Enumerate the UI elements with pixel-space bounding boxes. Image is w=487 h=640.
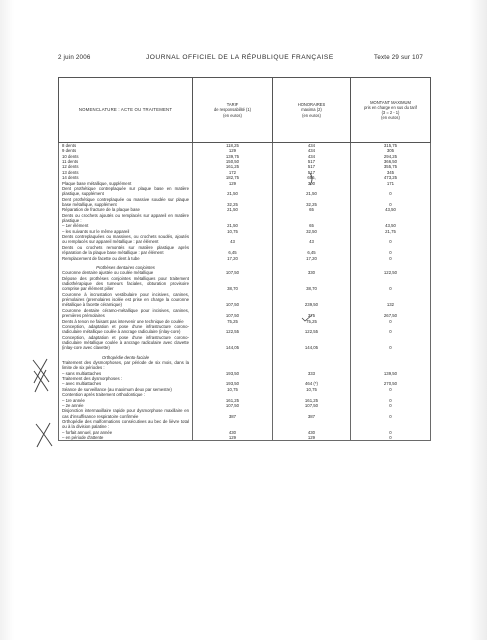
montant-value: 139,50 [351,371,431,376]
montant-value: 132 [351,292,431,308]
montant-value: 0 [351,276,431,292]
act-label: – 1re année [59,398,193,403]
act-label: 14 dents [59,175,193,180]
header-line: (en euros) [302,112,321,118]
honoraires-value: 434 [273,154,351,159]
honoraires-value: 434 [273,148,351,153]
tarif-value: 161,25 [193,398,273,403]
honoraires-value [273,213,351,224]
montant-value: 122,50 [351,270,431,275]
act-label: Couronne dentaire ajustée ou coulée métallique [59,270,193,275]
header-line: (en euros) [223,112,242,118]
montant-value: 270,50 [351,381,431,386]
honoraires-value: 43 [273,234,351,245]
honoraires-value: 300 [273,181,351,186]
tarif-value: 129 [193,181,273,186]
montant-value: 0 [351,335,431,351]
table-header-row [59,78,431,143]
header-date: 2 juin 2006 [58,54,91,61]
table-row [59,360,431,371]
tarif-value: 38,70 [193,276,273,292]
tarif-table [58,77,431,441]
tarif-value: 17,20 [193,256,273,261]
tarif-value: 6,45 [193,245,273,256]
header-line: MONTANT MAXIMUM [370,99,411,105]
table-row [59,213,431,224]
handwritten-bracket-mark-icon [308,172,316,186]
column-header-montant [351,78,431,143]
section-heading: Prothèses dentaires conjointes [59,265,193,270]
header-line: NOMENCLATURE : ACTE OU TRAITEMENT [78,107,173,113]
tarif-value: 43 [193,234,273,245]
honoraires-value: 517 [273,159,351,164]
montant-value: 294,25 [351,154,431,159]
montant-value: 0 [351,324,431,335]
act-label: Dent prothétique contreplaquée sur plaque base en matière plastique, supplément [59,186,193,197]
act-label: Contention après traitement orthodontique : [59,392,193,397]
header-line: TARIF [226,102,239,108]
honoraires-value: 375 [273,308,351,319]
honoraires-value: 6,45 [273,245,351,256]
honoraires-value: 129 [273,435,351,441]
honoraires-value: 161,25 [273,398,351,403]
montant-value: 21,75 [351,229,431,234]
honoraires-value: 333 [273,371,351,376]
act-label: 10 dents [59,154,193,159]
montant-value [351,213,431,224]
honoraires-value: 32,50 [273,229,351,234]
honoraires-value: 75,25 [273,319,351,324]
act-label: Dent prothétique contreplaquée ou massive soudée sur plaque base métallique, supplément [59,197,193,208]
act-label: 9 dents [59,148,193,153]
tarif-value: 150,50 [193,159,273,164]
honoraires-value: 17,20 [273,256,351,261]
table-row [59,419,431,430]
montant-value: 355,75 [351,164,431,169]
table-row [59,292,431,308]
montant-value: 43,50 [351,207,431,212]
honoraires-value: 107,50 [273,403,351,408]
header-line: (en euros) [381,115,400,121]
tarif-value: 32,25 [193,197,273,208]
act-label: – forfait annuel, par année [59,430,193,435]
act-label: Dents à tenon ne faisant pas intervenir une technique de coulée [59,319,193,324]
column-header-honoraires [273,78,351,143]
montant-value: 366,50 [351,159,431,164]
montant-value: 0 [351,197,431,208]
montant-value: 43,50 [351,223,431,228]
honoraires-value: 330 [273,270,351,275]
honoraires-value: 38,70 [273,276,351,292]
montant-value: 0 [351,430,431,435]
tarif-value: 10,75 [193,229,273,234]
act-label: Remplacement de facette ou dent à tube [59,256,193,261]
tarif-value: 387 [193,408,273,419]
tarif-value: 107,50 [193,270,273,275]
montant-value: 0 [351,435,431,441]
table-row [59,245,431,256]
table-row [59,308,431,319]
act-label: – 2e année [59,403,193,408]
act-label: – les suivants sur le même appareil [59,229,193,234]
act-label: 11 dents [59,159,193,164]
montant-value: 0 [351,398,431,403]
act-label: Conception, adaptation et pose d'une infrastructure corono-radiculaire métallique coulée à ancrage radiculaire avec clavette (inlay-core avec clavette) [59,335,193,351]
header-line: (3 = 2 - 1) [381,110,400,115]
tarif-value: 144,05 [193,335,273,351]
honoraires-value [273,419,351,430]
act-label: Dents ou crochets remontés sur matière plastique après réparation de la plaque base métallique : par élément [59,245,193,256]
tarif-value: 122,55 [193,324,273,335]
table-body [59,143,431,441]
act-label: Dents ou crochets ajoutés ou remplacés sur appareil en matière plastique : [59,213,193,224]
honoraires-value: 144,05 [273,335,351,351]
act-label: – 1er élément [59,223,193,228]
montant-value: 0 [351,256,431,261]
honoraires-value: 464 (*) [273,381,351,386]
montant-value: 345 [351,170,431,175]
header-line: HONORAIRES [297,102,326,108]
tarif-value: 10,75 [193,387,273,392]
header-line: pris en charge en sus du tarif [364,104,417,110]
tarif-value: 107,50 [193,292,273,308]
tarif-value: 107,50 [193,403,273,408]
act-label: 12 dents [59,164,193,169]
honoraires-value: 656, [273,175,351,180]
montant-value: 0 [351,234,431,245]
tarif-value: 139,75 [193,154,273,159]
tarif-value: 129 [193,435,273,441]
table-row [59,276,431,292]
tarif-value [193,419,273,430]
tarif-value: 107,50 [193,308,273,319]
honoraires-value: 65 [273,223,351,228]
montant-value: 0 [351,186,431,197]
act-label: – en période d'attente [59,435,193,441]
tarif-value [193,213,273,224]
table-row [59,435,431,441]
montant-value [351,419,431,430]
header-texte-number: Texte 29 sur 107 [374,54,423,61]
table-row [59,234,431,245]
table-row [59,408,431,419]
tarif-value: 161,25 [193,164,273,169]
handwritten-x-mark-icon [33,420,55,450]
tarif-value [193,360,273,371]
handwritten-check-mark-icon [301,314,313,322]
handwritten-x-mark-icon [29,356,53,386]
act-label: Orthopédie des malformations consécutives au bec de lièvre total ou à la division palatine : [59,419,193,430]
honoraires-value: 517 [273,164,351,169]
act-label: Couronne à incrustation vestibulaire pour incisives, canines, prémolaires (premolaires isolée est prise en charge la couronne métallique à facette céramique) [59,292,193,308]
act-label: 8 dents [59,143,193,149]
section-heading: Orthopédie dento-faciale [59,355,193,360]
montant-value: 473,25 [351,175,431,180]
montant-value: 315,75 [351,143,431,149]
honoraires-value: 430 [273,430,351,435]
header-line: maxima (2) [301,107,322,113]
montant-value: 171 [351,181,431,186]
column-header-tarif [193,78,273,143]
montant-value: 0 [351,408,431,419]
montant-value: 267,50 [351,308,431,319]
act-label: Plaque base métallique, supplément [59,181,193,186]
header-line: de responsabilité (1) [213,107,252,113]
montant-value: 0 [351,387,431,392]
honoraires-value: 65 [273,207,351,212]
act-label: – avec multiattaches [59,381,193,386]
tarif-value: 118,25 [193,143,273,149]
honoraires-value: 10,75 [273,387,351,392]
act-label: – sans multiattaches [59,371,193,376]
tarif-value: 21,50 [193,207,273,212]
montant-value: 0 [351,319,431,324]
table-row [59,335,431,351]
honoraires-value: 434 [273,143,351,149]
table-row [59,186,431,197]
honoraires-value: 517 [273,170,351,175]
act-label: Traitement des dysmorphoses : [59,376,193,381]
act-label: Dents contreplaquées ou massives, ou crochets soudés, ajoutés ou remplacés sur appareil métallique : par élément [59,234,193,245]
header-journal-title: JOURNAL OFFICIEL DE LA RÉPUBLIQUE FRANÇAISE [146,54,334,61]
tarif-value: 193,50 [193,381,273,386]
table-row [59,324,431,335]
tarif-value: 430 [193,430,273,435]
montant-value: 305 [351,148,431,153]
honoraires-value [273,360,351,371]
tarif-value: 129 [193,148,273,153]
act-label: Dépose des prothèses conjointes métalliques pour traitement radiothérapique des tumeurs faciales, obturation provisoire comprise par élément pilier [59,276,193,292]
montant-value: 0 [351,245,431,256]
honoraires-value: 387 [273,408,351,419]
tarif-value: 193,50 [193,371,273,376]
honoraires-value: 122,55 [273,324,351,335]
honoraires-value: 21,50 [273,186,351,197]
act-label: Réparation de fracture de la plaque base [59,207,193,212]
tarif-value: 21,50 [193,223,273,228]
act-label: Disjonction intermaxillaire rapide pour dysmorphose maxillaire en cas d'insuffisance respiratoire confirmée [59,408,193,419]
act-label: 13 dents [59,170,193,175]
tarif-value: 75,25 [193,319,273,324]
honoraires-value: 32,25 [273,197,351,208]
honoraires-value: 239,50 [273,292,351,308]
act-label: Séance de surveillance (au maximum deux par semestre) [59,387,193,392]
table-row [59,197,431,208]
column-header-nomenclature [59,78,193,143]
tarif-value: 182,75 [193,175,273,180]
montant-value: 0 [351,403,431,408]
act-label: Traitement des dysmorphoses, par période de six mois, dans la limite de six périodes : [59,360,193,371]
montant-value [351,360,431,371]
act-label: Conception, adaptation et pose d'une infrastructure corono-radiculaire métallique coulée à ancrage radiculaire (inlay-core) [59,324,193,335]
act-label: Couronne dentaire céramo-métallique pour incisives, canines, premières prémolaires [59,308,193,319]
tarif-value: 172 [193,170,273,175]
tarif-value: 21,50 [193,186,273,197]
